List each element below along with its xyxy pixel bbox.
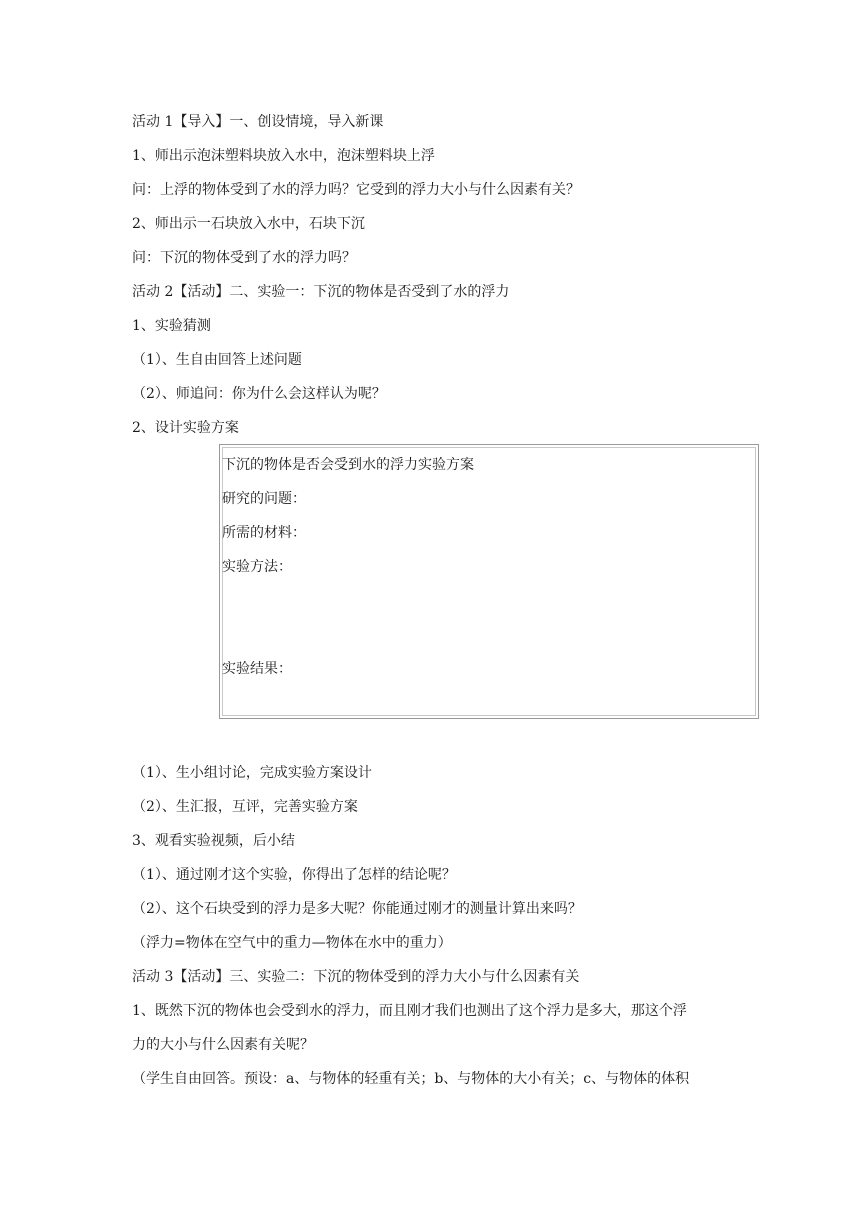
step-design: 2、设计实验方案 <box>132 420 239 436</box>
activity3-step1-line1: 1、既然下沉的物体也会受到水的浮力，而且刚才我们也测出了这个浮力是多大，那这个浮 <box>132 1003 687 1019</box>
plan-materials-label: 所需的材料： <box>222 525 306 541</box>
activity3-hypothesis: （学生自由回答。预设：a、与物体的轻重有关；b、与物体的大小有关；c、与物体的体积 <box>132 1071 690 1087</box>
experiment-plan-box <box>219 444 759 719</box>
step-design-a: （1）、生小组讨论，完成实验方案设计 <box>132 765 372 781</box>
activity3-step1-line2: 力的大小与什么因素有关呢？ <box>132 1037 314 1053</box>
step-video-b: （2）、这个石块受到的浮力是多大呢？你能通过刚才的测量计算出来吗？ <box>132 901 582 917</box>
plan-method-label: 实验方法： <box>222 559 292 575</box>
step-guess-b: （2）、师追问：你为什么会这样认为呢？ <box>132 386 386 402</box>
intro-item-1: 1、师出示泡沫塑料块放入水中，泡沫塑料块上浮 <box>132 148 435 164</box>
activity1-heading: 活动 1【导入】一、创设情境，导入新课 <box>132 114 384 130</box>
plan-question-label: 研究的问题： <box>222 491 306 507</box>
intro-item-2: 2、师出示一石块放入水中，石块下沉 <box>132 216 365 232</box>
plan-title: 下沉的物体是否会受到水的浮力实验方案 <box>222 457 474 473</box>
activity3-heading: 活动 3【活动】三、实验二：下沉的物体受到的浮力大小与什么因素有关 <box>132 969 580 985</box>
intro-question-1: 问：上浮的物体受到了水的浮力吗？它受到的浮力大小与什么因素有关？ <box>132 182 580 198</box>
buoyancy-formula: （浮力=物体在空气中的重力—物体在水中的重力） <box>132 935 452 951</box>
intro-question-2: 问：下沉的物体受到了水的浮力吗？ <box>132 250 356 266</box>
step-guess: 1、实验猜测 <box>132 318 211 334</box>
activity2-heading: 活动 2【活动】二、实验一：下沉的物体是否受到了水的浮力 <box>132 284 510 300</box>
step-guess-a: （1）、生自由回答上述问题 <box>132 352 302 368</box>
step-video: 3、观看实验视频，后小结 <box>132 833 295 849</box>
step-video-a: （1）、通过刚才这个实验，你得出了怎样的结论呢？ <box>132 867 456 883</box>
plan-result-label: 实验结果： <box>222 661 292 677</box>
step-design-b: （2）、生汇报，互评，完善实验方案 <box>132 799 358 815</box>
